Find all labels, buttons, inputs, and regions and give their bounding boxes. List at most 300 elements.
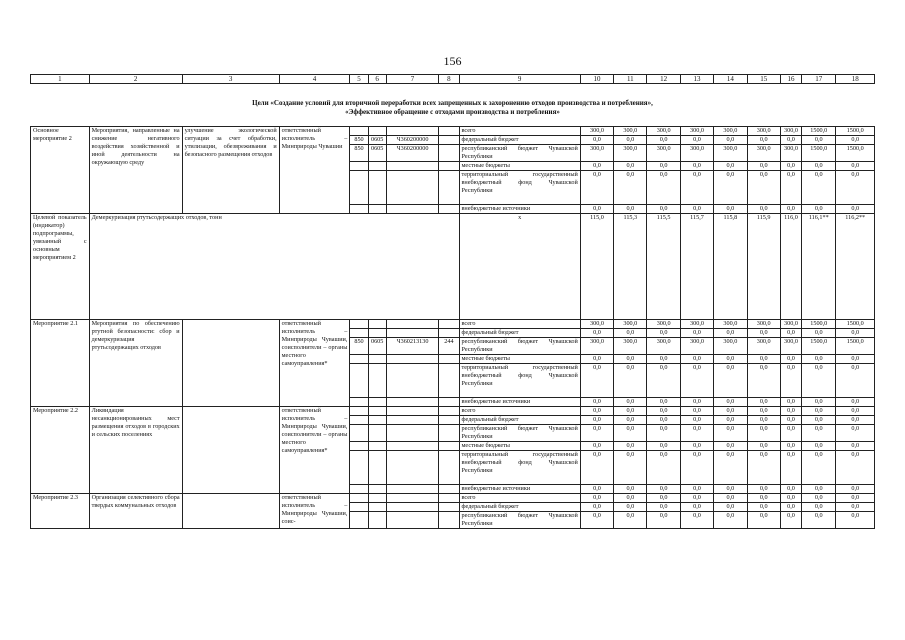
target-article-code [386,442,439,451]
value-cell: 0,0 [647,329,680,338]
value-cell: 0,0 [836,162,875,171]
value-cell: 0,0 [647,425,680,442]
value-cell: 0,0 [747,162,780,171]
value-cell: 0,0 [836,329,875,338]
value-cell: 0,0 [580,485,613,494]
block-name: Основное мероприятие 2 [31,127,90,214]
value-cell: 300,0 [747,320,780,329]
value-cell: 300,0 [680,127,713,136]
indicator-value: 116,1** [802,214,836,320]
value-cell: 300,0 [614,338,647,355]
value-cell: 0,0 [747,485,780,494]
value-cell: 0,0 [747,205,780,214]
value-cell: 0,0 [747,364,780,398]
grbs-code [350,512,368,529]
expense-type-code [439,145,459,162]
value-cell: 0,0 [714,205,747,214]
column-number-4: 4 [279,75,350,84]
block-action: Организация селективного сбора твердых коммунальных отходов [89,494,182,529]
expense-type-code [439,407,459,416]
value-cell: 1500,0 [836,145,875,162]
target-article-code: Ч360200000 [386,145,439,162]
indicator-value: 115,8 [714,214,747,320]
target-article-code [386,171,439,205]
value-cell: 0,0 [780,485,801,494]
value-cell: 0,0 [580,425,613,442]
table-row [31,127,875,136]
value-cell: 0,0 [680,425,713,442]
value-cell: 0,0 [614,136,647,145]
value-cell: 0,0 [680,503,713,512]
value-cell: 0,0 [714,451,747,485]
expense-type-code [439,416,459,425]
block-goal [182,407,279,494]
value-cell: 0,0 [714,503,747,512]
indicator-value: 116,2** [836,214,875,320]
section-code [368,320,386,329]
expense-type-code: 244 [439,338,459,355]
value-cell: 0,0 [714,442,747,451]
funding-source: федеральный бюджет [459,136,580,145]
target-article-code [386,127,439,136]
value-cell: 0,0 [614,162,647,171]
value-cell: 300,0 [680,320,713,329]
value-cell: 0,0 [714,512,747,529]
value-cell: 0,0 [714,329,747,338]
expense-type-code [439,442,459,451]
value-cell: 0,0 [747,494,780,503]
column-number-header [30,74,875,84]
value-cell: 0,0 [580,451,613,485]
value-cell: 0,0 [714,425,747,442]
value-cell: 300,0 [614,127,647,136]
indicator-value: 115,0 [580,214,613,320]
value-cell: 0,0 [802,485,836,494]
value-cell: 0,0 [747,171,780,205]
funding-source: территориальный государственный внебюджетный фонд Чувашской Республики [459,364,580,398]
value-cell: 0,0 [714,407,747,416]
value-cell: 0,0 [714,416,747,425]
value-cell: 300,0 [780,320,801,329]
value-cell: 0,0 [614,364,647,398]
indicator-value: 115,3 [614,214,647,320]
expense-type-code [439,364,459,398]
target-article-code [386,364,439,398]
value-cell: 300,0 [780,127,801,136]
value-cell: 0,0 [802,329,836,338]
grbs-code [350,494,368,503]
column-number-11: 11 [614,75,647,84]
funding-source: федеральный бюджет [459,329,580,338]
section-code [368,171,386,205]
value-cell: 0,0 [580,512,613,529]
grbs-code [350,127,368,136]
value-cell: 0,0 [580,407,613,416]
grbs-code [350,171,368,205]
section-code [368,355,386,364]
section-code [368,127,386,136]
value-cell: 0,0 [747,503,780,512]
value-cell: 0,0 [836,494,875,503]
value-cell: 0,0 [614,171,647,205]
value-cell: 0,0 [647,355,680,364]
expense-type-code [439,451,459,485]
value-cell: 0,0 [802,171,836,205]
value-cell: 0,0 [836,407,875,416]
value-cell: 0,0 [714,494,747,503]
value-cell: 300,0 [580,338,613,355]
value-cell: 300,0 [614,320,647,329]
block-name: Мероприятие 2.2 [31,407,90,494]
value-cell: 1500,0 [802,127,836,136]
value-cell: 0,0 [780,355,801,364]
value-cell: 0,0 [614,425,647,442]
value-cell: 300,0 [647,127,680,136]
section-code [368,512,386,529]
target-article-code [386,494,439,503]
expense-type-code [439,171,459,205]
value-cell: 300,0 [580,320,613,329]
value-cell: 0,0 [836,512,875,529]
indicator-value: 115,9 [747,214,780,320]
funding-source: республиканский бюджет Чувашской Республики [459,512,580,529]
value-cell: 0,0 [836,425,875,442]
section-code [368,407,386,416]
column-number-8: 8 [439,75,459,84]
column-number-10: 10 [580,75,613,84]
expense-type-code [439,162,459,171]
grbs-code: 850 [350,145,368,162]
value-cell: 0,0 [836,136,875,145]
value-cell: 300,0 [714,145,747,162]
value-cell: 0,0 [780,503,801,512]
grbs-code [350,503,368,512]
value-cell: 0,0 [836,171,875,205]
value-cell: 300,0 [647,320,680,329]
indicator-value: 115,7 [680,214,713,320]
section-code: 0605 [368,145,386,162]
block-goal [182,494,279,529]
funding-source: местные бюджеты [459,442,580,451]
grbs-code [350,398,368,407]
value-cell: 0,0 [680,205,713,214]
grbs-code [350,329,368,338]
funding-source: территориальный государственный внебюджетный фонд Чувашской Республики [459,171,580,205]
section-code [368,162,386,171]
target-article-code: Ч360200000 [386,136,439,145]
target-article-code [386,205,439,214]
value-cell: 0,0 [647,503,680,512]
column-number-7: 7 [386,75,439,84]
funding-source: внебюджетные источники [459,398,580,407]
value-cell: 0,0 [780,442,801,451]
value-cell: 0,0 [580,162,613,171]
value-cell: 0,0 [780,162,801,171]
block-action: Мероприятия, направленные на снижение негативного воздействия хозяйственной и иной деятельности на окружающую среду [89,127,182,214]
section-code [368,451,386,485]
grbs-code [350,205,368,214]
value-cell: 0,0 [780,136,801,145]
value-cell: 0,0 [680,512,713,529]
value-cell: 0,0 [747,425,780,442]
value-cell: 0,0 [802,162,836,171]
value-cell: 0,0 [802,442,836,451]
value-cell: 300,0 [714,320,747,329]
value-cell: 0,0 [614,398,647,407]
section-title-line1: Цели «Создание условий для вторичной переработки всех запрещенных к захоронению отходов производства и потребления», [252,99,653,107]
section-code [368,416,386,425]
column-number-17: 17 [802,75,836,84]
value-cell: 0,0 [580,442,613,451]
expense-type-code [439,485,459,494]
target-article-code [386,329,439,338]
block-action: Ликвидация несанкционированных мест размещения отходов в городских и сельских поселениях [89,407,182,494]
target-article-code [386,407,439,416]
value-cell: 0,0 [580,355,613,364]
grbs-code: 850 [350,338,368,355]
value-cell: 1500,0 [836,127,875,136]
value-cell: 300,0 [614,145,647,162]
value-cell: 0,0 [580,494,613,503]
target-article-code [386,416,439,425]
value-cell: 1500,0 [836,320,875,329]
value-cell: 0,0 [580,398,613,407]
value-cell: 0,0 [780,512,801,529]
column-number-15: 15 [747,75,780,84]
funding-source: территориальный государственный внебюджетный фонд Чувашской Республики [459,451,580,485]
value-cell: 0,0 [714,162,747,171]
funding-source: федеральный бюджет [459,503,580,512]
value-cell: 1500,0 [802,145,836,162]
expense-type-code [439,127,459,136]
value-cell: 0,0 [614,503,647,512]
target-article-code [386,355,439,364]
value-cell: 0,0 [714,136,747,145]
value-cell: 0,0 [714,364,747,398]
grbs-code [350,451,368,485]
indicator-value: 115,5 [647,214,680,320]
grbs-code [350,416,368,425]
value-cell: 0,0 [647,171,680,205]
value-cell: 0,0 [580,416,613,425]
value-cell: 0,0 [747,329,780,338]
value-cell: 0,0 [836,503,875,512]
value-cell: 0,0 [580,171,613,205]
column-number-14: 14 [714,75,747,84]
column-number-18: 18 [836,75,875,84]
value-cell: 0,0 [614,205,647,214]
column-number-1: 1 [31,75,90,84]
value-cell: 0,0 [614,512,647,529]
section-code [368,485,386,494]
funding-source: внебюджетные источники [459,205,580,214]
value-cell: 0,0 [802,503,836,512]
value-cell: 0,0 [780,171,801,205]
block-goal [182,320,279,407]
section-code [368,503,386,512]
grbs-code [350,162,368,171]
value-cell: 0,0 [647,442,680,451]
value-cell: 0,0 [836,416,875,425]
value-cell: 0,0 [836,485,875,494]
grbs-code: 850 [350,136,368,145]
value-cell: 0,0 [836,451,875,485]
value-cell: 0,0 [714,398,747,407]
value-cell: 0,0 [802,494,836,503]
value-cell: 0,0 [647,416,680,425]
value-cell: 0,0 [802,451,836,485]
indicator-text: Демеркуризация ртутьсодержащих отходов, тонн [89,214,459,320]
target-article-code: Ч360213130 [386,338,439,355]
expense-type-code [439,503,459,512]
value-cell: 0,0 [780,407,801,416]
value-cell: 0,0 [614,416,647,425]
value-cell: 300,0 [580,145,613,162]
value-cell: 0,0 [680,171,713,205]
value-cell: 0,0 [780,425,801,442]
value-cell: 300,0 [780,145,801,162]
value-cell: 0,0 [714,171,747,205]
value-cell: 0,0 [714,355,747,364]
value-cell: 0,0 [614,485,647,494]
expense-type-code [439,329,459,338]
target-article-code [386,485,439,494]
value-cell: 0,0 [802,136,836,145]
grbs-code [350,407,368,416]
value-cell: 0,0 [780,205,801,214]
value-cell: 300,0 [647,145,680,162]
value-cell: 0,0 [836,355,875,364]
funding-source: всего [459,407,580,416]
value-cell: 0,0 [780,329,801,338]
target-article-code [386,162,439,171]
expense-type-code [439,425,459,442]
grbs-code [350,320,368,329]
value-cell: 0,0 [680,162,713,171]
expense-type-code [439,205,459,214]
column-number-13: 13 [680,75,713,84]
value-cell: 0,0 [680,494,713,503]
value-cell: 0,0 [680,355,713,364]
grbs-code [350,364,368,398]
value-cell: 0,0 [747,416,780,425]
value-cell: 0,0 [647,398,680,407]
value-cell: 0,0 [614,355,647,364]
funding-source: всего [459,494,580,503]
value-cell: 0,0 [802,398,836,407]
column-number-2: 2 [89,75,182,84]
value-cell: 0,0 [836,364,875,398]
value-cell: 1500,0 [836,338,875,355]
section-code [368,494,386,503]
value-cell: 0,0 [802,425,836,442]
value-cell: 0,0 [680,136,713,145]
funding-source: всего [459,127,580,136]
block-executor: ответственный исполнитель – Минприроды Чувашии, соис- [279,494,350,529]
value-cell: 0,0 [614,451,647,485]
target-article-code [386,512,439,529]
value-cell: 300,0 [747,145,780,162]
expense-type-code [439,320,459,329]
indicator-row [31,214,875,320]
grbs-code [350,425,368,442]
value-cell: 300,0 [680,145,713,162]
table-row [31,494,875,503]
funding-source: всего [459,320,580,329]
funding-source: республиканский бюджет Чувашской Республики [459,338,580,355]
target-article-code [386,320,439,329]
value-cell: 1500,0 [802,338,836,355]
value-cell: 0,0 [680,485,713,494]
table-row [31,320,875,329]
value-cell: 0,0 [580,503,613,512]
value-cell: 0,0 [802,512,836,529]
value-cell: 1500,0 [802,320,836,329]
block-executor: ответственный исполнитель – Минприроды Чувашии, соисполнители – органы местного самоуправления* [279,320,350,407]
indicator-name: Целевой показатель (индикатор) подпрограммы, увязанный с основным мероприятием 2 [31,214,90,320]
target-article-code [386,398,439,407]
value-cell: 0,0 [580,136,613,145]
value-cell: 0,0 [780,451,801,485]
funding-source: федеральный бюджет [459,416,580,425]
value-cell: 300,0 [680,338,713,355]
expense-type-code [439,494,459,503]
value-cell: 0,0 [680,398,713,407]
value-cell: 0,0 [747,442,780,451]
program-table [30,126,875,529]
grbs-code [350,485,368,494]
value-cell: 0,0 [802,416,836,425]
block-executor: ответственный исполнитель – Минприроды Чувашии, соисполнители – органы местного самоуправления* [279,407,350,494]
value-cell: 0,0 [747,451,780,485]
value-cell: 0,0 [647,494,680,503]
value-cell: 0,0 [747,512,780,529]
value-cell: 0,0 [802,355,836,364]
indicator-source: х [459,214,580,320]
value-cell: 0,0 [680,442,713,451]
value-cell: 0,0 [780,416,801,425]
value-cell: 0,0 [802,364,836,398]
column-number-12: 12 [647,75,680,84]
value-cell: 0,0 [580,205,613,214]
value-cell: 0,0 [747,136,780,145]
value-cell: 0,0 [614,442,647,451]
target-article-code [386,451,439,485]
grbs-code [350,442,368,451]
value-cell: 0,0 [747,355,780,364]
value-cell: 0,0 [747,398,780,407]
column-number-5: 5 [350,75,368,84]
value-cell: 300,0 [747,127,780,136]
value-cell: 300,0 [714,127,747,136]
target-article-code [386,425,439,442]
value-cell: 0,0 [802,205,836,214]
value-cell: 0,0 [580,329,613,338]
value-cell: 0,0 [802,407,836,416]
value-cell: 300,0 [747,338,780,355]
funding-source: республиканский бюджет Чувашской Республики [459,425,580,442]
value-cell: 0,0 [647,364,680,398]
section-code [368,442,386,451]
value-cell: 0,0 [836,442,875,451]
value-cell: 300,0 [780,338,801,355]
column-number-6: 6 [368,75,386,84]
section-code: 0605 [368,136,386,145]
value-cell: 0,0 [647,485,680,494]
value-cell: 0,0 [680,416,713,425]
section-code [368,398,386,407]
value-cell: 0,0 [680,329,713,338]
